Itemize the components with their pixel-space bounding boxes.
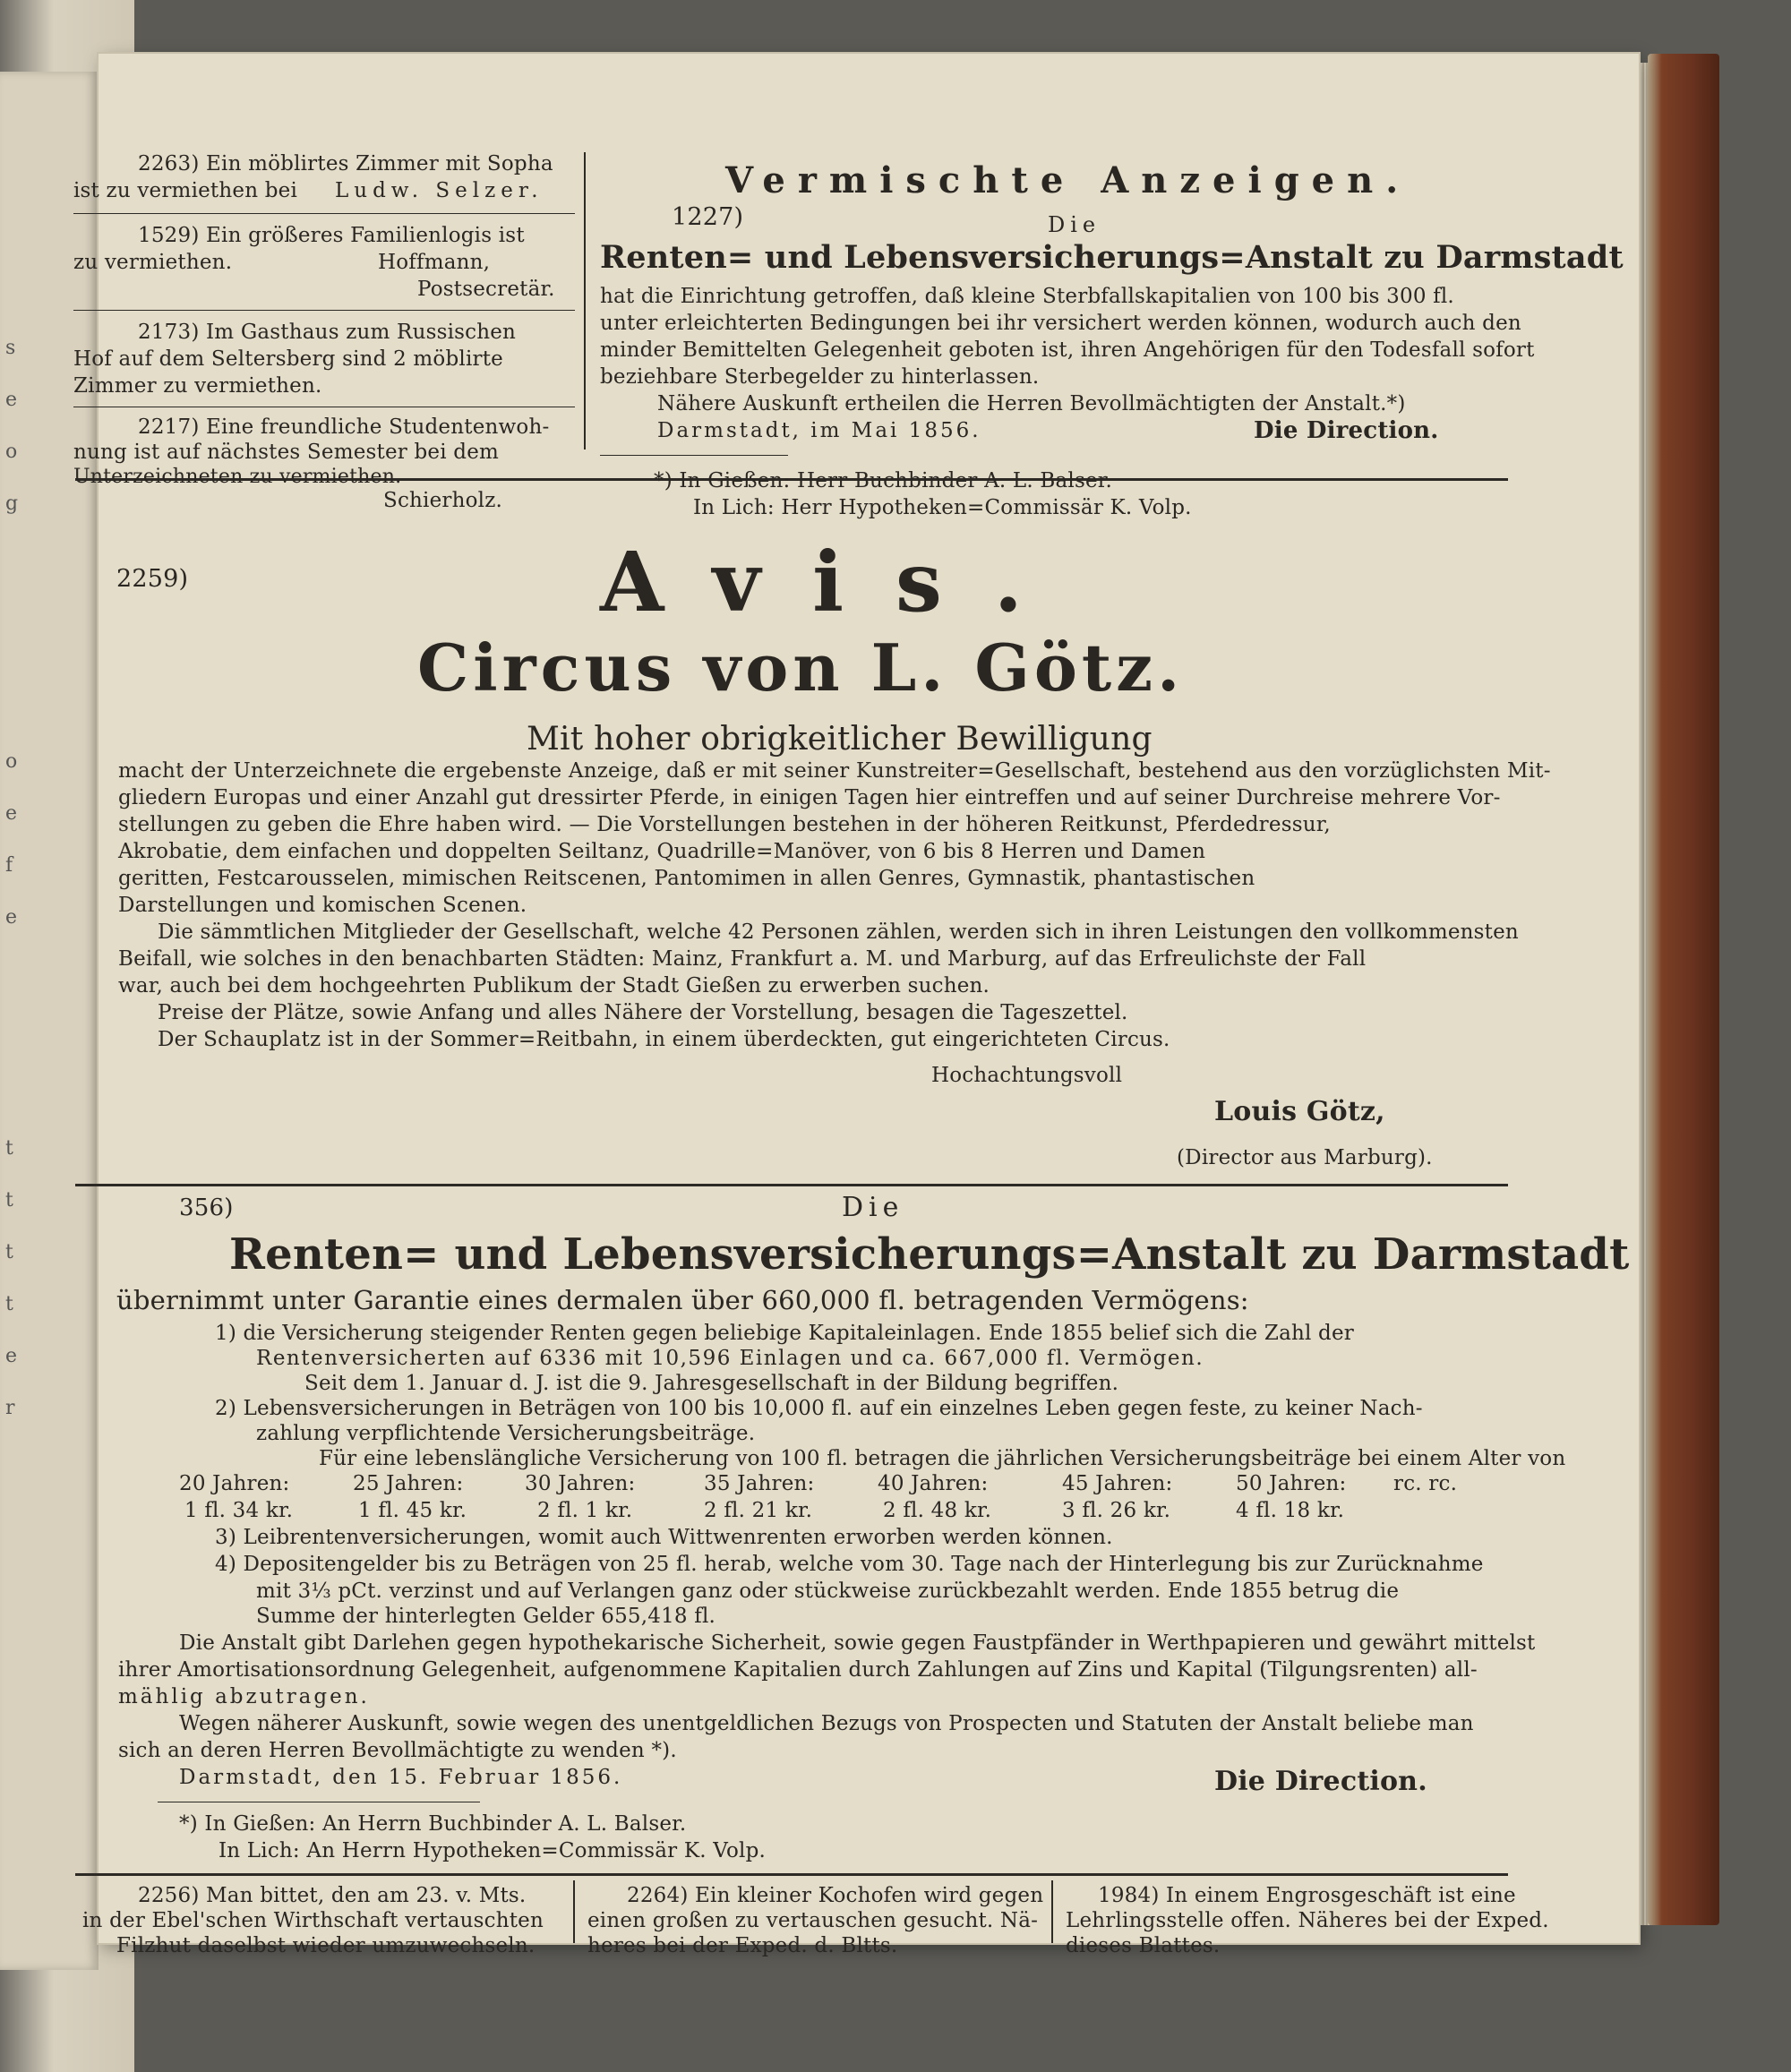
ad-2256-line: 2256) Man bittet, den am 23. v. Mts. — [138, 1884, 527, 1907]
ad-rule — [73, 310, 575, 311]
age-cell: 40 Jahren: — [878, 1472, 989, 1495]
renten-footnote: In Lich: An Herrn Hypotheken=Commissär K. Volp. — [219, 1839, 767, 1862]
renten-line: zahlung verpflichtende Versicherungsbeiträge. — [256, 1422, 756, 1445]
rate-cell: 2 fl. 21 kr. — [704, 1499, 813, 1522]
avis-line: Beifall, wie solches in den benachbarten Städten: Mainz, Frankfurt a. M. und Marburg, auf das Erfreulichste der Fall — [118, 947, 1367, 971]
rate-cell: 2 fl. 1 kr. — [537, 1499, 633, 1522]
ad-2263-sig: Ludw. Selzer. — [335, 179, 544, 202]
renten-line: 3) Leibrentenversicherungen, womit auch Wittwenrenten erworben werden können. — [215, 1526, 1113, 1549]
renten-line: Seit dem 1. Januar d. J. ist die 9. Jahresgesellschaft in der Bildung begriffen. — [304, 1372, 1119, 1395]
column-divider — [573, 1880, 575, 1943]
ad-number: 2259) — [116, 565, 189, 593]
ad-2217-line1: 2217) Eine freundliche Studentenwoh- — [138, 415, 550, 439]
section-heading: Vermischte Anzeigen. — [725, 159, 1411, 201]
renten-line: Summe der hinterlegten Gelder 655,418 fl. — [256, 1605, 716, 1628]
ad-2217-line2: nung ist auf nächstes Semester bei dem — [73, 441, 500, 464]
ad-2217-signature: Schierholz. — [383, 489, 503, 512]
avis-line: Preise der Plätze, sowie Anfang und alles Nähere der Vorstellung, besagen die Tageszettel. — [158, 1001, 1128, 1024]
rate-cell: 1 fl. 45 kr. — [358, 1499, 467, 1522]
notice-line: Nähere Auskunft ertheilen die Herren Bevollmächtigten der Anstalt.*) — [657, 392, 1406, 415]
renten-line: 2) Lebensversicherungen in Beträgen von 100 bis 10,000 fl. auf ein einzelnes Leben gegen feste, zu keiner Nach- — [215, 1397, 1423, 1420]
column-divider — [1051, 1880, 1053, 1943]
notice-line: hat die Einrichtung getroffen, daß kleine Sterbfallskapitalien von 100 bis 300 fl. — [600, 285, 1454, 308]
rate-cell: 3 fl. 26 kr. — [1062, 1499, 1171, 1522]
notice-line: minder Bemittelten Gelegenheit geboten ist, ihren Angehörigen für den Todesfall sofort — [600, 338, 1535, 362]
age-cell: 35 Jahren: — [704, 1472, 815, 1495]
avis-signature: Louis Götz, — [1214, 1096, 1385, 1127]
renten-intro: übernimmt unter Garantie eines dermalen über 660,000 fl. betragenden Vermögens: — [116, 1285, 1249, 1315]
avis-line: stellungen zu geben die Ehre haben wird. — Die Vorstellungen bestehen in der höheren Reitkunst, Pferdedressur, — [118, 813, 1331, 836]
renten-footnote: *) In Gießen: An Herrn Buchbinder A. L. Balser. — [179, 1812, 687, 1836]
left-page-marks: s e o g o e f e t t t t e r — [5, 337, 19, 1419]
notice-line: unter erleichterten Bedingungen bei ihr versichert werden können, wodurch auch den — [600, 312, 1521, 335]
rate-cell: 1 fl. 34 kr. — [184, 1499, 294, 1522]
renten-line: 4) Depositengelder bis zu Beträgen von 25 fl. herab, welche vom 30. Tage nach der Hinterlegung bis zur Zurücknahme — [215, 1553, 1484, 1576]
ad-1984-line: 1984) In einem Engrosgeschäft ist eine — [1098, 1884, 1516, 1907]
rate-cell: 2 fl. 48 kr. — [883, 1499, 992, 1522]
ad-1984-line: dieses Blattes. — [1066, 1934, 1221, 1957]
ad-2256-line: in der Ebel'schen Wirthschaft vertauschten — [82, 1909, 544, 1932]
notice-footnote: *) In Gießen: Herr Buchbinder A. L. Balser. — [654, 469, 1112, 492]
age-cell: 20 Jahren: — [179, 1472, 290, 1495]
ad-number: 356) — [179, 1194, 234, 1221]
ad-2264-line: heres bei der Exped. d. Bltts. — [587, 1934, 898, 1957]
avis-line: gliedern Europas und einer Anzahl gut dressirter Pferde, in einigen Tagen hier eintreffen und auf seiner Durchreise mehrere Vor- — [118, 786, 1501, 809]
ad-1984-line: Lehrlingsstelle offen. Näheres bei der Exped. — [1066, 1909, 1549, 1932]
ad-1529-sig: Hoffmann, — [378, 251, 491, 274]
ad-2173-line3: Zimmer zu vermiethen. — [73, 374, 322, 398]
avis-subtitle: Mit hoher obrigkeitlicher Bewilligung — [527, 721, 1153, 758]
ad-1529-line2: zu vermiethen. — [73, 251, 233, 274]
footnote-rule — [600, 455, 788, 456]
age-cell: 25 Jahren: — [353, 1472, 464, 1495]
avis-signature-sub: (Director aus Marburg). — [1177, 1146, 1433, 1169]
renten-line: sich an deren Herren Bevollmächtigte zu wenden *). — [118, 1739, 677, 1762]
avis-title: Avis. — [600, 534, 1075, 630]
book-cover-board — [1648, 54, 1719, 1925]
age-cell: 45 Jahren: — [1062, 1472, 1173, 1495]
notice-die: Die — [1048, 212, 1101, 237]
age-cell: 30 Jahren: — [525, 1472, 636, 1495]
avis-line: geritten, Festcarousselen, mimischen Reitscenen, Pantomimen in allen Genres, Gymnastik, phantastischen — [118, 867, 1255, 890]
ad-2173-line1: 2173) Im Gasthaus zum Russischen — [138, 321, 517, 344]
ad-2217-line3: Unterzeichneten zu vermiethen. — [73, 466, 402, 488]
ad-number: 1227) — [672, 203, 744, 231]
avis-line: Akrobatie, dem einfachen und doppelten Seiltanz, Quadrille=Manöver, von 6 bis 8 Herren und Damen — [118, 840, 1206, 863]
renten-signature: Die Direction. — [1214, 1766, 1427, 1797]
ad-1529-line1: 1529) Ein größeres Familienlogis ist — [138, 224, 525, 247]
avis-line: macht der Unterzeichnete die ergebenste Anzeige, daß er mit seiner Kunstreiter=Gesellschaft, bestehend aus den vorzüglichsten Mit- — [118, 759, 1551, 783]
notice-line: beziehbare Sterbegelder zu hinterlassen. — [600, 365, 1040, 389]
avis-line: Der Schauplatz ist in der Sommer=Reitbahn, in einem überdeckten, gut eingerichteten Circus. — [158, 1028, 1170, 1051]
renten-line: Wegen näherer Auskunft, sowie wegen des unentgeldlichen Bezugs von Prospecten und Statuten der Anstalt beliebe man — [179, 1712, 1474, 1735]
renten-line: ihrer Amortisationsordnung Gelegenheit, aufgenommene Kapitalien durch Zahlungen auf Zins und Kapital (Tilgungsrenten) all- — [118, 1658, 1478, 1682]
notice-footnote: In Lich: Herr Hypotheken=Commissär K. Volp. — [693, 496, 1192, 519]
newspaper-page — [73, 54, 1639, 1943]
renten-date: Darmstadt, den 15. Februar 1856. — [179, 1766, 623, 1789]
ad-1529-sig2: Postsecretär. — [417, 278, 555, 301]
column-divider — [584, 152, 586, 450]
ad-2263-line2: ist zu vermiethen bei — [73, 179, 298, 202]
avis-line: Darstellungen und komischen Scenen. — [118, 894, 527, 917]
avis-line: Die sämmtlichen Mitglieder der Gesellschaft, welche 42 Personen zählen, werden sich in ihren Leistungen den vollkommensten — [158, 920, 1519, 944]
ad-2263-line1: 2263) Ein möblirtes Zimmer mit Sopha — [138, 152, 553, 176]
ad-2264-line: 2264) Ein kleiner Kochofen wird gegen — [627, 1884, 1044, 1907]
avis-greeting: Hochachtungsvoll — [931, 1064, 1123, 1087]
age-cell: 50 Jahren: — [1236, 1472, 1347, 1495]
notice-title: Renten= und Lebensversicherungs=Anstalt zu Darmstadt — [600, 239, 1624, 276]
renten-line: Rentenversicherten auf 6336 mit 10,596 Einlagen und ca. 667,000 fl. Vermögen. — [256, 1347, 1204, 1370]
avis-line: war, auch bei dem hochgeehrten Publikum der Stadt Gießen zu erwerben suchen. — [118, 974, 990, 997]
renten-line: Die Anstalt gibt Darlehen gegen hypothekarische Sicherheit, sowie gegen Faustpfänder in Werthpapieren und gewährt mittelst — [179, 1631, 1536, 1655]
notice-signature: Die Direction. — [1254, 417, 1439, 444]
ad-2173-line2: Hof auf dem Seltersberg sind 2 möblirte — [73, 347, 503, 371]
renten-line: 1) die Versicherung steigender Renten gegen beliebige Kapitaleinlagen. Ende 1855 belief sich die Zahl der — [215, 1322, 1354, 1345]
renten-die: Die — [842, 1192, 904, 1223]
circus-title: Circus von L. Götz. — [417, 629, 1185, 706]
ad-rule — [73, 213, 575, 214]
renten-title: Renten= und Lebensversicherungs=Anstalt zu Darmstadt — [229, 1229, 1630, 1280]
rate-cell: 4 fl. 18 kr. — [1236, 1499, 1345, 1522]
ad-2256-line: Filzhut daselbst wieder umzuwechseln. — [116, 1934, 536, 1957]
renten-line: mit 3⅓ pCt. verzinst und auf Verlangen ganz oder stückweise zurückbezahlt werden. Ende 1855 betrug die — [256, 1580, 1400, 1603]
section-rule — [75, 1184, 1508, 1186]
notice-date: Darmstadt, im Mai 1856. — [657, 419, 981, 442]
renten-line: mählig abzutragen. — [118, 1685, 370, 1708]
renten-line: Für eine lebenslängliche Versicherung von 100 fl. betragen die jährlichen Versicherungsbeiträge bei einem Alter von — [319, 1447, 1566, 1470]
section-rule — [75, 1873, 1508, 1876]
ad-2264-line: einen großen zu vertauschen gesucht. Nä- — [587, 1909, 1039, 1932]
age-cell: rc. rc. — [1393, 1472, 1458, 1495]
